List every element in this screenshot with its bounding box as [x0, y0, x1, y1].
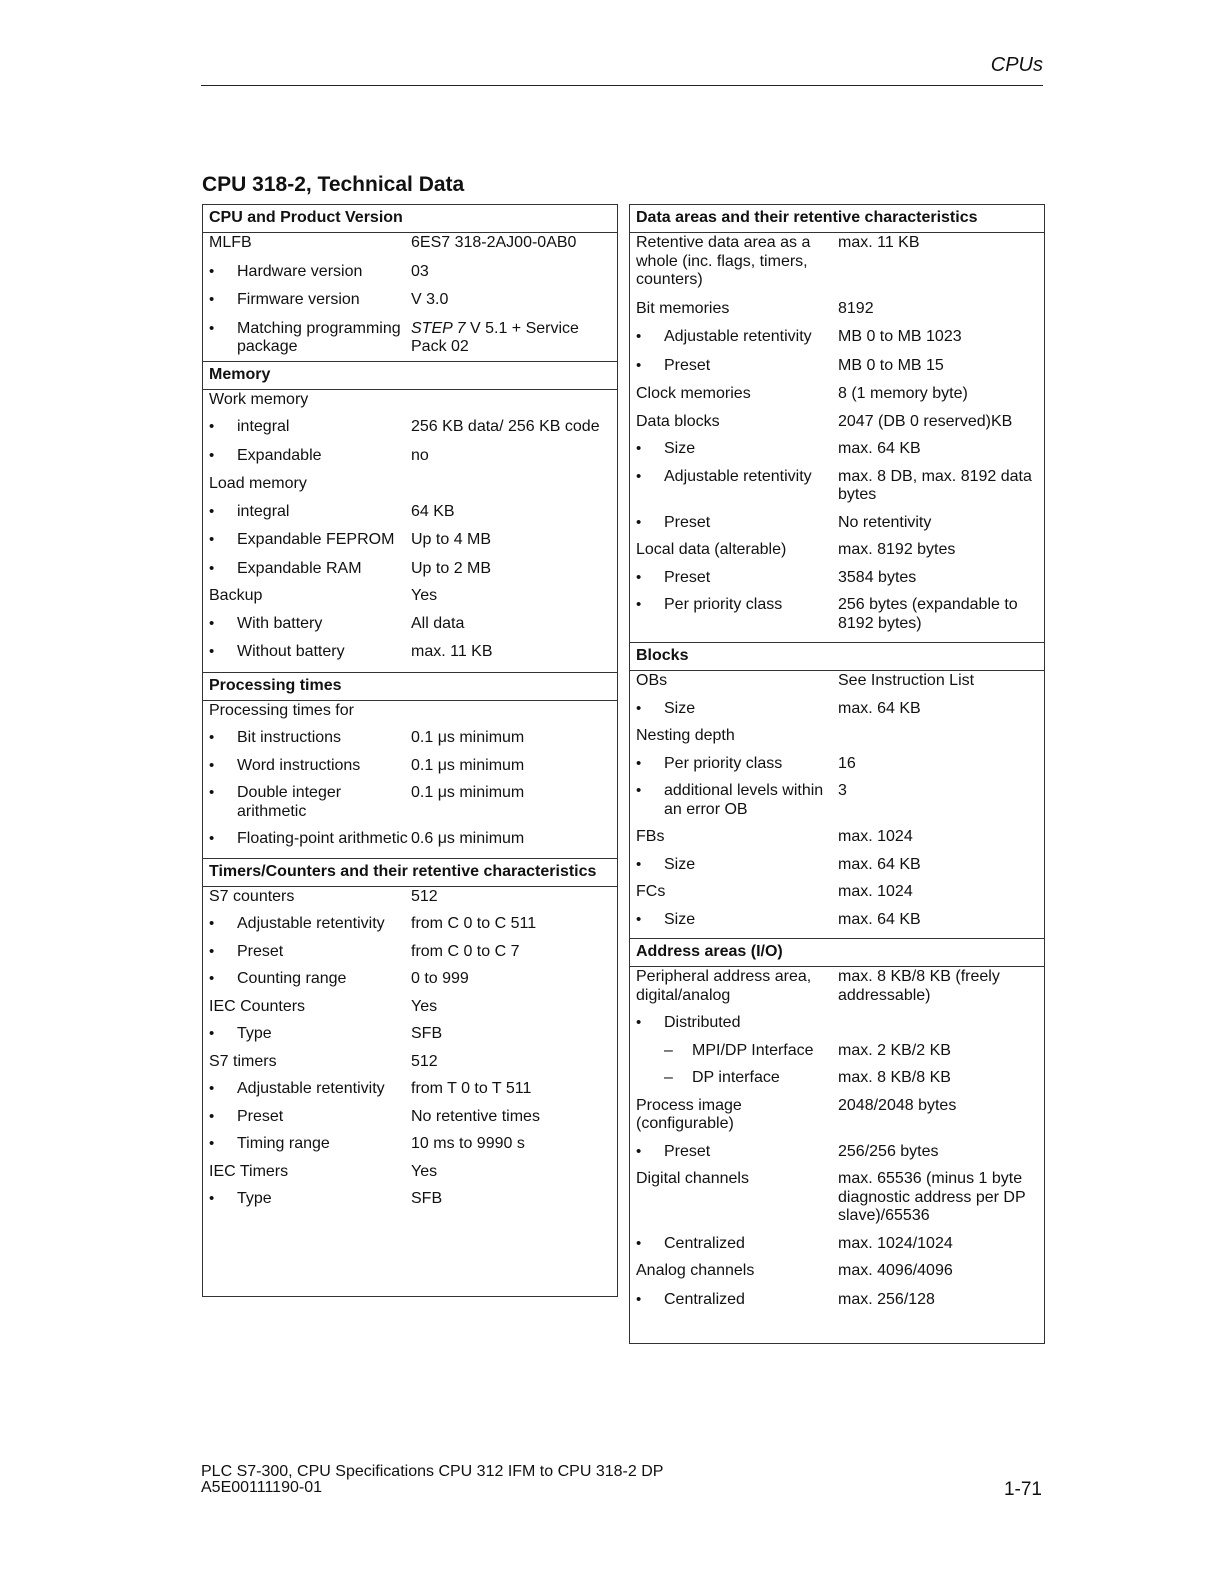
spec-value: 8 (1 memory byte) [838, 385, 968, 402]
spec-row [203, 729, 617, 757]
spec-row [203, 1190, 617, 1218]
spec-row [203, 503, 617, 532]
spec-value: 0.1 μs minimum [411, 784, 525, 801]
spec-label: Size [664, 440, 696, 457]
bullet-icon [636, 1235, 664, 1254]
spec-row [203, 643, 617, 672]
spec-label: Processing times for [209, 701, 354, 719]
spec-row [630, 828, 1044, 856]
bullet-icon [209, 757, 237, 776]
spec-row [203, 560, 617, 588]
spec-label: S7 timers [209, 1052, 277, 1070]
bullet-icon [636, 357, 664, 376]
header-rule [201, 85, 1043, 86]
spec-row [203, 447, 617, 476]
spec-value [411, 702, 617, 721]
spec-row [630, 514, 1044, 542]
spec-row [630, 569, 1044, 597]
spec-row [203, 702, 617, 730]
spec-label: Preset [237, 942, 284, 960]
spec-row [630, 856, 1044, 884]
spec-row [203, 320, 617, 361]
spec-value: 0.1 μs minimum [411, 756, 525, 774]
spec-label: integral [237, 502, 290, 520]
spec-value: max. 1024 [838, 883, 913, 900]
spec-row [630, 1143, 1044, 1171]
spec-row [630, 727, 1044, 755]
spec-value: no [411, 446, 429, 464]
spec-row [203, 475, 617, 503]
spec-row [630, 1291, 1044, 1319]
bullet-icon [636, 1291, 664, 1310]
bullet-icon [209, 531, 237, 550]
spec-value: MB 0 to MB 1023 [838, 328, 962, 345]
spec-row [630, 1014, 1044, 1042]
spec-row [203, 391, 617, 419]
spec-value: All data [411, 614, 465, 632]
spec-row [203, 970, 617, 998]
spec-value: 256 KB data/ 256 KB code [411, 418, 600, 435]
spec-value [838, 727, 1044, 746]
spec-row [630, 1170, 1044, 1235]
spec-row [630, 596, 1044, 642]
spec-row [630, 234, 1044, 300]
footer-left [201, 1464, 663, 1496]
bullet-icon [209, 643, 237, 662]
spec-label: Expandable FEPROM [237, 531, 395, 548]
spec-row [203, 1025, 617, 1053]
section-heading: Data areas and their retentive characteristics [630, 205, 1044, 233]
running-head: CPUs [990, 54, 1043, 76]
spec-value: max. 2 KB/2 KB [838, 1041, 951, 1059]
spec-label: Expandable RAM [237, 559, 362, 577]
section-heading: Address areas (I/O) [630, 939, 1044, 967]
spec-label: Matching programming package [237, 319, 401, 355]
spec-value: 0.6 μs minimum [411, 830, 525, 847]
spec-value: from C 0 to C 7 [411, 942, 520, 960]
spec-row [630, 328, 1044, 357]
spec-label: Preset [664, 513, 711, 531]
spec-label: Double integer arithmetic [237, 784, 342, 820]
spec-label: IEC Counters [209, 997, 306, 1015]
spec-row [630, 1069, 1044, 1097]
spec-row [203, 263, 617, 292]
spec-value: Yes [411, 1162, 438, 1180]
spec-value [838, 1014, 1044, 1033]
spec-label: MLFB [209, 234, 252, 251]
spec-value: from C 0 to C 511 [411, 915, 537, 932]
spec-label: Preset [664, 568, 711, 586]
spec-label: Firmware version [237, 291, 360, 308]
bullet-icon [636, 1014, 664, 1033]
spec-row [203, 234, 617, 263]
spec-value: 0.1 μs minimum [411, 729, 525, 746]
spec-value-text: V 5.1 + Service Pack 02 [411, 319, 579, 355]
bullet-icon [636, 596, 664, 633]
spec-value: 2047 (DB 0 reserved)KB [838, 412, 1013, 430]
spec-value: See Instruction List [838, 672, 975, 689]
spec-label: With battery [237, 614, 323, 632]
spec-value: 3584 bytes [838, 568, 917, 586]
spec-row [630, 413, 1044, 441]
spec-label: Timing range [237, 1135, 330, 1152]
bullet-icon [636, 468, 664, 505]
spec-value: 03 [411, 262, 429, 280]
spec-row [203, 757, 617, 785]
right-spec-table [629, 204, 1045, 1344]
spec-label: Size [664, 699, 696, 717]
bullet-icon [209, 1190, 237, 1209]
spec-label: Work memory [209, 390, 309, 408]
spec-row [630, 968, 1044, 1014]
spec-value: SFB [411, 1190, 443, 1207]
spec-value: Up to 2 MB [411, 559, 492, 577]
spec-section [203, 361, 617, 672]
spec-label: Type [237, 1190, 272, 1207]
spec-value: Yes [411, 997, 438, 1015]
spec-value: 2048/2048 bytes [838, 1096, 957, 1114]
spec-label: Clock memories [636, 385, 751, 402]
bullet-icon [636, 755, 664, 774]
spec-label: Floating-point arithmetic [237, 830, 408, 847]
bullet-icon [636, 514, 664, 533]
spec-value: max. 8192 bytes [838, 541, 956, 558]
spec-value: max. 1024/1024 [838, 1234, 953, 1252]
bullet-icon [209, 447, 237, 466]
spec-label: Centralized [664, 1290, 745, 1308]
spec-row [630, 440, 1044, 468]
spec-row [203, 943, 617, 971]
spec-value: max. 64 KB [838, 910, 921, 928]
spec-label: Local data (alterable) [636, 541, 787, 558]
spec-label: FBs [636, 828, 665, 845]
spec-label: OBs [636, 672, 668, 689]
section-heading: Blocks [630, 643, 1044, 671]
spec-value: SFB [411, 1025, 443, 1042]
spec-value: Yes [411, 587, 438, 604]
spec-value: 6ES7 318-2AJ00-0AB0 [411, 234, 577, 251]
spec-row [630, 1235, 1044, 1263]
bullet-icon [636, 856, 664, 875]
bullet-icon [209, 320, 237, 357]
bullet-icon [636, 569, 664, 588]
spec-row [630, 385, 1044, 413]
spec-row [630, 357, 1044, 386]
spec-value [411, 475, 617, 494]
bullet-icon [209, 943, 237, 962]
spec-row [630, 1262, 1044, 1291]
spec-value: max. 65536 (minus 1 byte diagnostic address per DP slave)/65536 [838, 1170, 1026, 1224]
spec-label: Per priority class [664, 754, 783, 772]
spec-label: Bit memories [636, 299, 730, 317]
spec-value: 16 [838, 754, 856, 772]
spec-label: Centralized [664, 1234, 745, 1252]
spec-value: 256 bytes (expandable to 8192 bytes) [838, 596, 1018, 632]
bullet-icon [209, 615, 237, 634]
spec-section [203, 672, 617, 858]
spec-value: 512 [411, 1052, 438, 1070]
spec-row [203, 587, 617, 615]
section-heading: Processing times [203, 673, 617, 701]
spec-label: Analog channels [636, 1262, 755, 1279]
spec-value: No retentivity [838, 513, 932, 531]
bullet-icon [636, 328, 664, 347]
page-title: CPU 318-2, Technical Data [202, 173, 465, 196]
section-heading: Timers/Counters and their retentive characteristics [203, 859, 617, 887]
spec-value: No retentive times [411, 1107, 540, 1125]
spec-row [203, 888, 617, 916]
spec-label: Adjustable retentivity [237, 915, 385, 932]
spec-value: max. 64 KB [838, 699, 921, 717]
spec-row [203, 915, 617, 943]
spec-label: Preset [237, 1107, 284, 1125]
spec-label: S7 counters [209, 887, 295, 905]
spec-row [630, 883, 1044, 911]
bullet-icon [209, 291, 237, 310]
spec-value: max. 8 KB/8 KB [838, 1069, 951, 1086]
spec-row [203, 830, 617, 858]
spec-value: 512 [411, 887, 438, 905]
bullet-icon [209, 263, 237, 282]
spec-value: max. 11 KB [838, 234, 920, 251]
spec-row [630, 468, 1044, 514]
spec-row [203, 998, 617, 1026]
spec-row [630, 700, 1044, 728]
spec-value: max. 4096/4096 [838, 1262, 953, 1279]
spec-value [411, 320, 617, 357]
spec-row [630, 541, 1044, 569]
spec-label: Distributed [664, 1014, 741, 1031]
spec-label: Adjustable retentivity [664, 328, 812, 345]
spec-label: IEC Timers [209, 1162, 289, 1180]
page-number: 1-71 [1003, 1479, 1042, 1500]
spec-label: MPI/DP Interface [692, 1041, 814, 1059]
footer-order-number: A5E00111190-01 [201, 1479, 322, 1496]
spec-row [203, 531, 617, 560]
spec-row [203, 1163, 617, 1191]
bullet-icon [209, 830, 237, 849]
spec-row [203, 1080, 617, 1108]
section-heading: Memory [203, 362, 617, 390]
spec-value: max. 64 KB [838, 440, 921, 457]
spec-label: Preset [664, 356, 711, 374]
spec-row [630, 755, 1044, 783]
spec-value: 64 KB [411, 502, 455, 520]
bullet-icon [636, 700, 664, 719]
spec-label: Backup [209, 587, 263, 604]
spec-label: Size [664, 855, 696, 873]
spec-label: Bit instructions [237, 729, 342, 746]
spec-label: Data blocks [636, 412, 720, 430]
spec-label: additional levels within an error OB [664, 782, 824, 818]
spec-row [630, 782, 1044, 828]
spec-value: 256/256 bytes [838, 1142, 939, 1160]
spec-row [203, 615, 617, 644]
spec-section [630, 642, 1044, 938]
bullet-icon [209, 784, 237, 821]
spec-row [630, 672, 1044, 700]
spec-label: Adjustable retentivity [237, 1080, 385, 1097]
spec-value: max. 64 KB [838, 855, 921, 873]
bullet-icon [636, 782, 664, 819]
bullet-icon [209, 970, 237, 989]
spec-row [630, 300, 1044, 329]
bullet-icon [209, 1135, 237, 1154]
section-heading: CPU and Product Version [203, 205, 617, 233]
bullet-icon [636, 911, 664, 930]
bullet-icon [209, 418, 237, 437]
spec-value: 3 [838, 782, 847, 799]
spec-section [203, 858, 617, 1218]
spec-value: max. 8 DB, max. 8192 data bytes [838, 467, 1032, 503]
spec-label: Process image (configurable) [636, 1096, 742, 1132]
spec-value-italic: STEP 7 [411, 319, 466, 337]
bullet-icon [636, 440, 664, 459]
spec-row [203, 291, 617, 320]
bullet-icon [209, 729, 237, 748]
dash-icon [664, 1069, 692, 1088]
bullet-icon [636, 1143, 664, 1162]
spec-row [203, 1108, 617, 1136]
spec-row [203, 1135, 617, 1163]
spec-row [203, 1053, 617, 1081]
spec-value: max. 1024 [838, 828, 913, 845]
footer-manual-title: PLC S7-300, CPU Specifications CPU 312 IFM to CPU 318-2 DP [201, 1463, 664, 1480]
spec-value: 8192 [838, 299, 874, 317]
spec-label: integral [237, 418, 290, 435]
spec-value: 10 ms to 9990 s [411, 1135, 525, 1152]
spec-section [630, 205, 1044, 642]
dash-icon [664, 1042, 692, 1061]
bullet-icon [209, 503, 237, 522]
spec-label: Without battery [237, 643, 345, 660]
spec-label: FCs [636, 883, 666, 900]
spec-label: Peripheral address area, digital/analog [636, 968, 812, 1004]
spec-label: Digital channels [636, 1170, 749, 1187]
spec-label: Retentive data area as a whole (inc. flags, timers, counters) [636, 234, 811, 288]
bullet-icon [209, 1080, 237, 1099]
left-spec-table [202, 204, 618, 1297]
spec-value: max. 11 KB [411, 643, 493, 660]
spec-label: Hardware version [237, 262, 363, 280]
spec-label: Expandable [237, 446, 322, 464]
spec-row [630, 1097, 1044, 1143]
spec-row [630, 911, 1044, 939]
spec-label: Counting range [237, 970, 347, 987]
spec-label: Load memory [209, 475, 307, 492]
spec-value: max. 8 KB/8 KB (freely addressable) [838, 968, 1000, 1004]
spec-value: V 3.0 [411, 291, 449, 308]
spec-label: Per priority class [664, 596, 783, 613]
spec-row [203, 418, 617, 447]
spec-row [203, 784, 617, 830]
spec-section [203, 205, 617, 361]
spec-value: 0 to 999 [411, 970, 469, 987]
spec-value: Up to 4 MB [411, 531, 492, 548]
bullet-icon [209, 915, 237, 934]
spec-label: Word instructions [237, 756, 361, 774]
spec-label: Preset [664, 1142, 711, 1160]
spec-row [630, 1042, 1044, 1070]
bullet-icon [209, 1025, 237, 1044]
spec-label: Type [237, 1025, 272, 1042]
spec-label: Nesting depth [636, 727, 735, 744]
bullet-icon [209, 560, 237, 579]
spec-value: MB 0 to MB 15 [838, 356, 944, 374]
spec-label: DP interface [692, 1069, 780, 1086]
spec-label: Adjustable retentivity [664, 467, 812, 485]
spec-value: from T 0 to T 511 [411, 1080, 532, 1097]
bullet-icon [209, 1108, 237, 1127]
spec-value: max. 256/128 [838, 1290, 935, 1308]
spec-label: Size [664, 910, 696, 928]
spec-section [630, 938, 1044, 1318]
spec-value [411, 391, 617, 410]
